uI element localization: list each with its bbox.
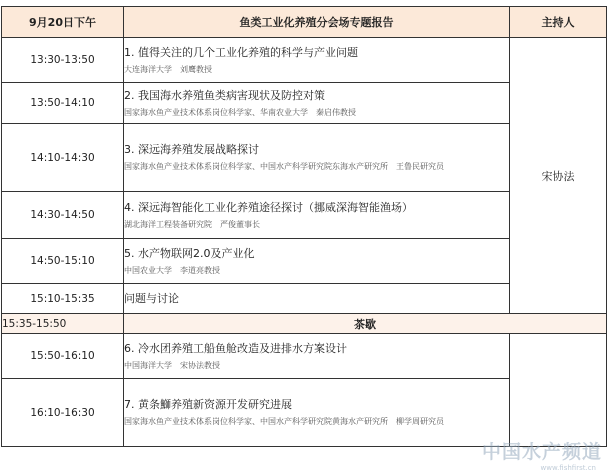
topic-cell: [124, 124, 510, 192]
talk-title: 3. 深远海养殖发展战略探讨: [124, 143, 259, 156]
talk-title: 问题与讨论: [124, 292, 179, 305]
topic-cell: [124, 239, 510, 284]
time-cell: 15:50-16:10: [2, 334, 124, 379]
speaker: 大连海洋大学 刘鹰教授: [124, 64, 212, 74]
header-row: [2, 7, 607, 38]
topic-cell: [124, 284, 510, 314]
break-time: 15:35-15:50: [2, 314, 124, 334]
schedule-table: [1, 6, 607, 447]
speaker: 国家海水鱼产业技术体系岗位科学家、中国水产科学研究院东海水产研究所 王鲁民研究员: [124, 162, 444, 171]
talk-title: 2. 我国海水养殖鱼类病害现状及防控对策: [124, 88, 325, 102]
topic-cell: [124, 192, 510, 239]
talk-title: 5. 水产物联网2.0及产业化: [124, 246, 255, 260]
table-row: [2, 38, 607, 83]
speaker: 国家海水鱼产业技术体系岗位科学家、华南农业大学 秦启伟教授: [124, 107, 356, 117]
title-header: 鱼类工业化养殖分会场专题报告: [124, 7, 510, 38]
break-label: 茶歇: [124, 314, 607, 334]
topic-cell: [124, 379, 510, 447]
speaker: 中国海洋大学 宋协法教授: [124, 360, 220, 370]
watermark-logo: 中国水产频道: [481, 441, 602, 463]
talk-title: 6. 冷水团养殖工船鱼舱改造及进排水方案设计: [124, 341, 347, 355]
topic-cell: [124, 334, 510, 379]
time-cell: 16:10-16:30: [2, 379, 124, 447]
time-cell: 14:10-14:30: [2, 124, 124, 192]
talk-title: 4. 深远海智能化工业化养殖途径探讨（挪威深海智能渔场）: [124, 200, 413, 214]
topic-cell: [124, 38, 510, 83]
watermark-url: www.fishfirst.cn: [540, 464, 596, 472]
time-cell: 13:50-14:10: [2, 83, 124, 124]
topic-cell: [124, 83, 510, 124]
host-cell: 宋协法: [510, 38, 607, 314]
break-row: [2, 314, 607, 334]
host-cell-empty: [510, 334, 607, 447]
time-cell: 14:50-15:10: [2, 239, 124, 284]
table-row: [2, 334, 607, 379]
speaker: 中国农业大学 李道亮教授: [124, 265, 220, 275]
time-cell: 15:10-15:35: [2, 284, 124, 314]
time-cell: 14:30-14:50: [2, 192, 124, 239]
speaker: 国家海水鱼产业技术体系岗位科学家、中国水产科学研究院黄海水产研究所 柳学周研究员: [124, 417, 444, 426]
time-cell: 13:30-13:50: [2, 38, 124, 83]
speaker: 湖北海洋工程装备研究院 严俊董事长: [124, 219, 260, 229]
talk-title: 7. 黄条鰤养殖新资源开发研究进展: [124, 398, 292, 411]
host-header: 主持人: [510, 7, 607, 38]
talk-title: 1. 值得关注的几个工业化养殖的科学与产业问题: [124, 45, 358, 59]
date-header: 9月20日下午: [2, 7, 124, 38]
